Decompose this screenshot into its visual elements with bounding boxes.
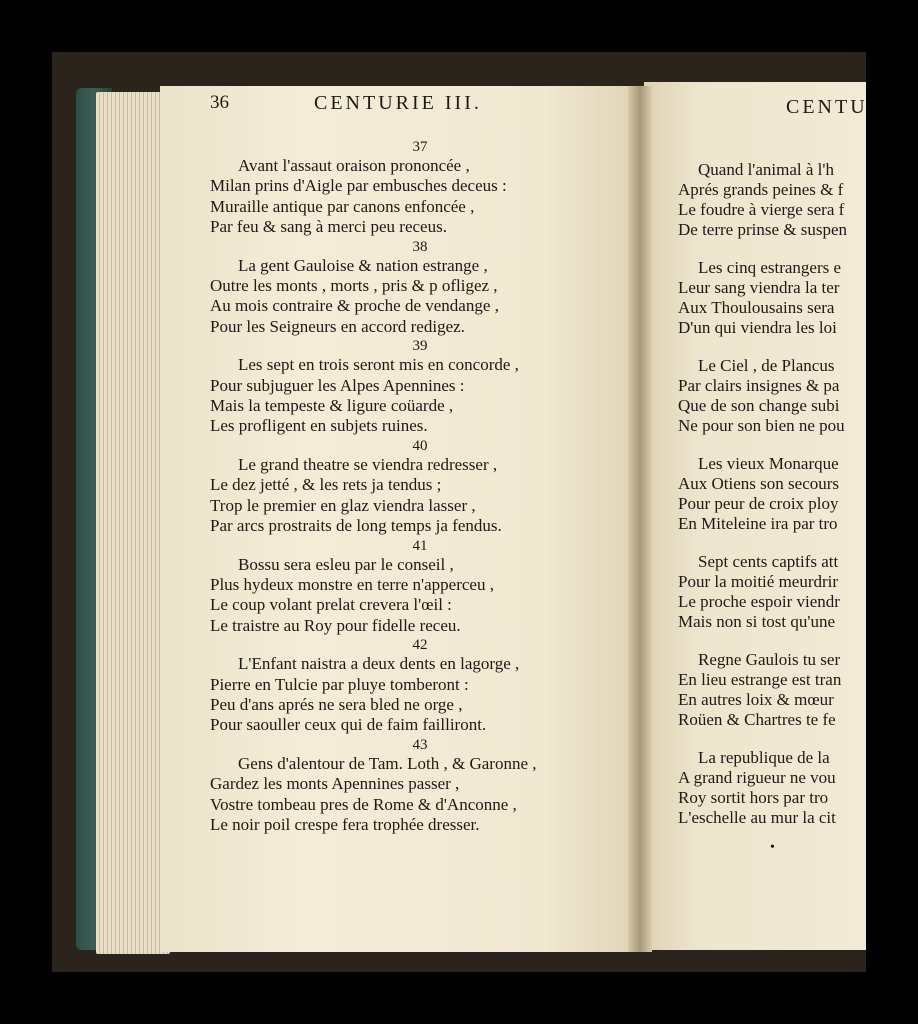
- verse-line: D'un qui viendra les loi: [678, 318, 837, 337]
- verse-line: Mais la tempeste & ligure coüarde ,: [210, 396, 454, 416]
- quatrain: [210, 337, 630, 437]
- verse-line: Par clairs insignes & pa: [678, 376, 840, 395]
- quatrain: [210, 238, 630, 338]
- verse-line: En Miteleine ira par tro: [678, 514, 838, 533]
- verse-line: Gens d'alentour de Tam. Loth , & Garonne ,: [238, 753, 537, 773]
- verse-line: Trop le premier en glaz viendra lasser ,: [210, 495, 476, 515]
- verse-line: Pierre en Tulcie par pluye tomberont :: [210, 674, 469, 694]
- verse-line: Aux Otiens son secours: [678, 474, 840, 493]
- verse-line: Les profligent en subjets ruines.: [210, 416, 428, 436]
- running-head: CENTURIE III.: [314, 92, 482, 114]
- verse-line: Mais non si tost qu'une: [678, 612, 836, 631]
- verse-line: Le traistre au Roy pour fidelle receu.: [210, 615, 461, 635]
- page-edges: [96, 92, 170, 954]
- verse-line: Par feu & sang à merci peu receus.: [210, 217, 447, 237]
- verse-line: L'eschelle au mur la cit: [678, 808, 836, 827]
- verse-line: A grand rigueur ne vou: [678, 768, 836, 787]
- verse-line: Plus hydeux monstre en terre n'apperceu ,: [210, 574, 494, 594]
- verse-line: Le foudre à vierge sera f: [678, 200, 845, 219]
- quatrain: [210, 437, 630, 537]
- verse-line: Que de son change subi: [678, 396, 840, 415]
- quatrain: [678, 356, 866, 436]
- verse-line: En autres loix & mœur: [678, 690, 834, 709]
- verse-line: Avant l'assaut oraison prononcée ,: [238, 156, 470, 175]
- verse-line: Le coup volant prelat crevera l'œil :: [210, 595, 452, 615]
- verse-line: Regne Gaulois tu ser: [698, 650, 841, 669]
- quatrain: [678, 454, 866, 534]
- verse-line: Les sept en trois seront mis en concorde ,: [238, 355, 519, 375]
- verse-line: Pour saouller ceux qui de faim failliront.: [210, 715, 487, 735]
- right-page-text-area: [644, 82, 866, 950]
- quatrain: [678, 552, 866, 632]
- verse-line: La republique de la: [698, 748, 830, 767]
- verse-line: La gent Gauloise & nation estrange ,: [238, 255, 488, 275]
- quatrain-number: 37: [412, 139, 428, 155]
- verse-line: Ne pour son bien ne pou: [678, 416, 845, 435]
- quatrain-number: 40: [412, 437, 428, 454]
- verse-line: Leur sang viendra la ter: [678, 278, 840, 297]
- verse-line: Milan prins d'Aigle par embusches deceus :: [210, 176, 507, 196]
- verse-line: Les cinq estrangers e: [698, 258, 842, 277]
- verse-line: Pour la moitié meurdrir: [678, 572, 839, 591]
- quatrain: [678, 650, 866, 730]
- footer-mark: •: [770, 840, 775, 855]
- verse-line: De terre prinse & suspen: [678, 220, 848, 239]
- verse-line: Le proche espoir viendr: [678, 592, 840, 611]
- verse-line: Par arcs prostraits de long temps ja fendus.: [210, 516, 502, 536]
- verse-line: Pour peur de croix ploy: [678, 494, 839, 513]
- verse-line: Aux Thoulousains sera: [678, 298, 835, 317]
- verse-line: Sept cents captifs att: [698, 552, 839, 571]
- quatrain: [678, 160, 866, 240]
- quatrain: [210, 537, 630, 637]
- quatrain: [678, 258, 866, 338]
- left-page-header: [210, 92, 630, 122]
- verse-line: Le grand theatre se viendra redresser ,: [238, 454, 498, 474]
- verse-line: Gardez les monts Apennines passer ,: [210, 774, 460, 794]
- verse-line: Pour les Seigneurs en accord redigez.: [210, 316, 465, 336]
- verse-line: Muraille antique par canons enfoncée ,: [210, 196, 475, 216]
- verse-line: En lieu estrange est tran: [678, 670, 842, 689]
- verse-line: Bossu sera esleu par le conseil ,: [238, 554, 454, 574]
- quatrain-number: 43: [412, 736, 428, 753]
- quatrain: [210, 736, 630, 836]
- verse-line: Le dez jetté , & les rets ja tendus ;: [210, 475, 442, 495]
- page-number: 36: [210, 92, 229, 113]
- verse-line: Roy sortit hors par tro: [678, 788, 829, 807]
- quatrain-number: 38: [412, 238, 428, 255]
- verse-line: Quand l'animal à l'h: [698, 160, 834, 179]
- right-quatrains: [678, 160, 866, 846]
- verse-line: L'Enfant naistra a deux dents en lagorge ,: [238, 654, 520, 674]
- verse-line: Les vieux Monarque: [698, 454, 839, 473]
- verse-line: Le Ciel , de Plancus: [698, 356, 835, 375]
- verse-line: Peu d'ans aprés ne sera bled ne orge ,: [210, 694, 463, 714]
- quatrain-number: 39: [412, 338, 428, 355]
- verse-line: Outre les monts , morts , pris & p ofligez ,: [210, 276, 498, 296]
- verse-line: Vostre tombeau pres de Rome & d'Anconne ,: [210, 794, 517, 814]
- verse-line: Au mois contraire & proche de vendange ,: [210, 296, 499, 316]
- verse-line: Roüen & Chartres te fe: [678, 710, 836, 729]
- quatrain-number: 42: [412, 637, 428, 654]
- quatrain: [210, 138, 630, 238]
- left-quatrains: [210, 138, 630, 835]
- verse-line: Aprés grands peines & f: [678, 180, 844, 199]
- quatrain: [678, 748, 866, 828]
- quatrain-number: 41: [412, 537, 428, 554]
- right-running-head: CENTU: [786, 96, 868, 118]
- verse-line: Le noir poil crespe fera trophée dresser.: [210, 814, 480, 834]
- verse-line: Pour subjuguer les Alpes Apennines :: [210, 375, 465, 395]
- quatrain: [210, 636, 630, 736]
